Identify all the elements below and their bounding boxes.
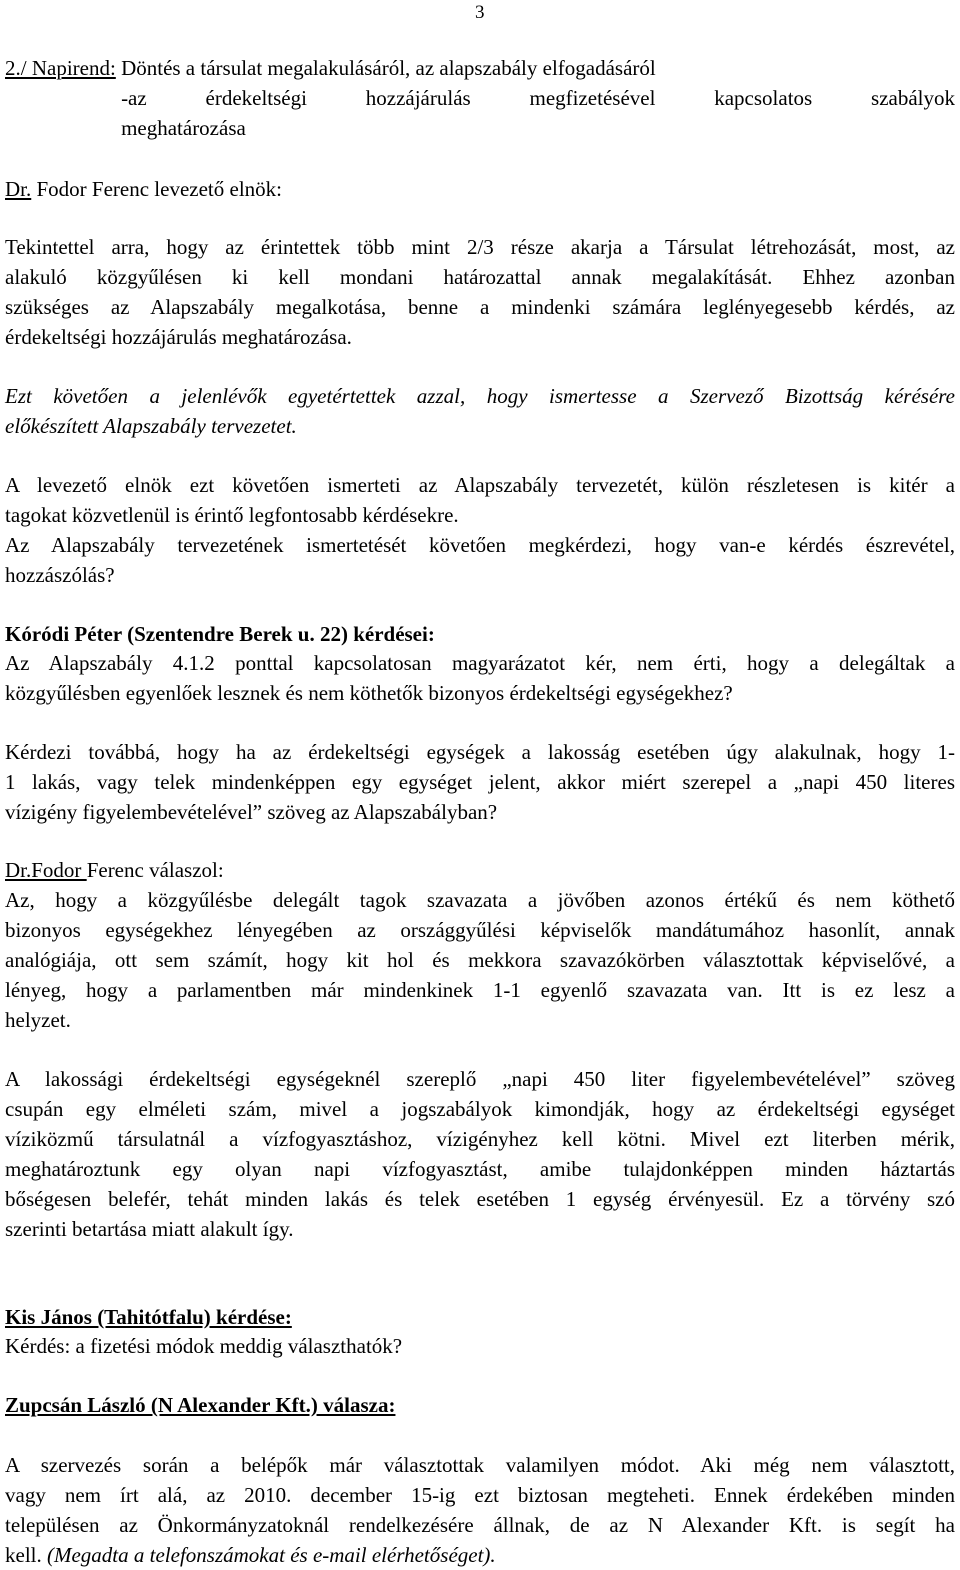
paragraph-fodor-answer-1: Az, hogy a közgyűlésbe delegált tagok szavazata a jövőben azonos értékű és nem köthető bizonyos egységekhez lényegében az országgyűlési képviselők mandátumához hasonlít, annak analógiája, ott sem számít, hogy kit hol és mekkora szavazókörben választottak képviselővé, a lényeg, hogy a parlamentben már mindenkinek 1-1 egyenlő szavazata van. Itt is ez lesz a helyzet.	[5, 888, 955, 1032]
agenda-heading	[5, 53, 955, 143]
paragraph-italic-note: Ezt követően a jelenlévők egyetértettek azzal, hogy ismertesse a Szervező Bizottság kérésére előkészített Alapszabály tervezetet.	[5, 384, 955, 438]
paragraph-zupcsan-answer: A szervezés során a belépők már választottak valamilyen módot. Aki még nem választott, vagy nem írt alá, az 2010. december 15-ig ezt biztosan megteheti. Ennek érdekében minden településen az Önkormányzatoknál rendelkezésére állnak, de az N Alexander Kft. is segít ha kell. (Megadta a telefonszámokat és e-mail elérhetőséget).	[5, 1453, 955, 1567]
paragraph-fodor-answer-2: A lakossági érdekeltségi egységeknél szereplő „napi 450 liter figyelembevételével” szöveg csupán egy elméleti szám, mivel a jogszabályok kimondják, hogy az érdekeltségi egységet víziközmű társulatnál a vízfogyasztáshoz, vízigényhez kell kötni. Mivel ezt literben mérik, meghatároztunk egy olyan napi vízfogyasztást, amibe tulajdonképpen minden háztartás bőségesen belefér, tehát minden lakás és telek esetében 1 egység érvényesül. Ez a törvény szó szerinti betartása miatt alakult így.	[5, 1067, 955, 1241]
speaker-kis: Kis János (Tahitótfalu) kérdése:	[5, 1305, 292, 1329]
speaker-korodi: Kóródi Péter (Szentendre Berek u. 22) kérdései:	[5, 622, 435, 646]
agenda-title: Döntés a társulat megalakulásáról, az alapszabály elfogadásáról -az érdekeltségi hozzájárulás megfizetésével kapcsolatos szabályok meghatározása	[121, 56, 955, 140]
paragraph-korodi-question-2: Kérdezi továbbá, hogy ha az érdekeltségi egységek a lakosság esetében úgy alakulnak, hogy 1- 1 lakás, vagy telek mindenképpen egy egységet jelent, akkor miért szerepel a „napi 450 literes vízigény figyelembevételével” szöveg az Alapszabályban?	[5, 740, 955, 824]
paragraph-kis-question: Kérdés: a fizetési módok meddig választhatók?	[5, 1334, 403, 1358]
speaker-fodor-2: Dr.Fodor Ferenc válaszol:	[5, 858, 224, 882]
page-number: 3	[475, 2, 485, 23]
paragraph-intro: Tekintettel arra, hogy az érintettek több mint 2/3 része akarja a Társulat létrehozását, most, az alakuló közgyűlésen ki kell mondani határozattal annak megalakítását. Ehhez azonban szükséges az Alapszabály megalkotása, benne a mindenki számára leglényegesebb kérdés, az érdekeltségi hozzájárulás meghatározása.	[5, 235, 955, 349]
paragraph-presentation: A levezető elnök ezt követően ismerteti az Alapszabály tervezetét, külön részletesen is kitér a tagokat közvetlenül is érintő legfontosabb kérdésekre. Az Alapszabály tervezetének ismertetését követően megkérdezi, hogy van-e kérdés észrevétel, hozzászólás?	[5, 473, 955, 587]
agenda-label: 2./ Napirend:	[5, 56, 116, 80]
speaker-zupcsan: Zupcsán László (N Alexander Kft.) válasza:	[5, 1393, 396, 1417]
speaker-fodor-1: Dr. Fodor Ferenc levezető elnök:	[5, 177, 282, 201]
paragraph-korodi-question-1: Az Alapszabály 4.1.2 ponttal kapcsolatosan magyarázatot kér, nem érti, hogy a delegáltak a közgyűlésben egyenlőek lesznek és nem köthetők bizonyos érdekeltségi egységekhez?	[5, 651, 955, 705]
